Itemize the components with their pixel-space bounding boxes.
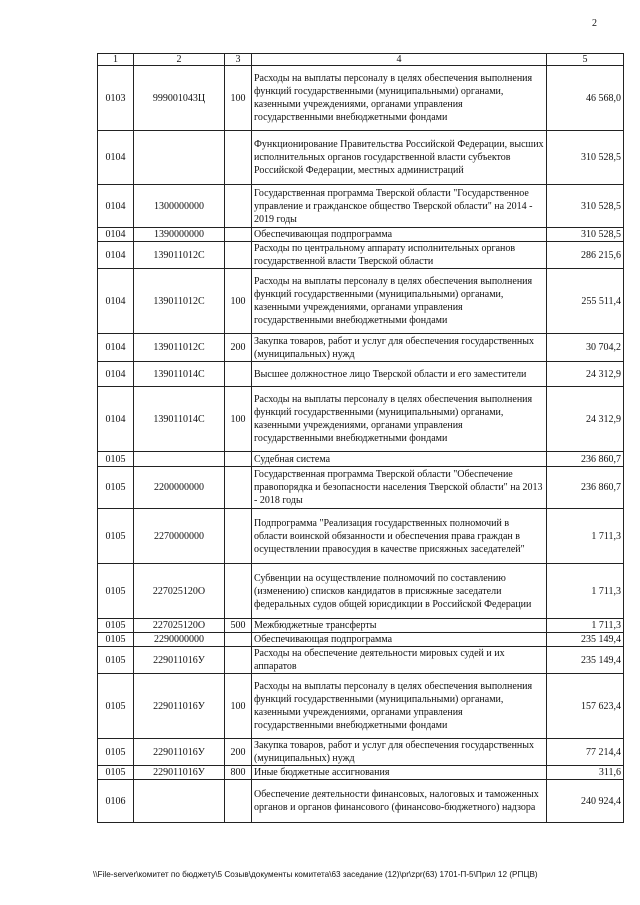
description-cell: Обеспечение деятельности финансовых, налоговых и таможенных органов и органов финансового (финансово-бюджетного) надзора xyxy=(252,780,547,823)
budget-table xyxy=(97,53,624,823)
target-article-cell: 2290000000 xyxy=(134,633,225,647)
expense-type-cell xyxy=(225,185,252,228)
table-row xyxy=(98,739,624,766)
description-cell: Государственная программа Тверской области "Обеспечение правопорядка и безопасности населения Тверской области" на 2013 - 2018 годы xyxy=(252,467,547,509)
header-col-1: 1 xyxy=(98,54,134,66)
amount-cell: 24 312,9 xyxy=(547,362,624,387)
expense-type-cell: 200 xyxy=(225,334,252,362)
amount-cell: 310 528,5 xyxy=(547,228,624,242)
description-cell: Межбюджетные трансферты xyxy=(252,619,547,633)
target-article-cell: 227025120О xyxy=(134,564,225,619)
table-row xyxy=(98,66,624,131)
section-code-cell: 0105 xyxy=(98,619,134,633)
expense-type-cell: 800 xyxy=(225,766,252,780)
expense-type-cell xyxy=(225,509,252,564)
description-cell: Субвенции на осуществление полномочий по составлению (изменению) списков кандидатов в присяжные заседатели федеральных судов общей юрисдикции в Российской Федерации xyxy=(252,564,547,619)
target-article-cell: 1390000000 xyxy=(134,228,225,242)
amount-cell: 236 860,7 xyxy=(547,467,624,509)
section-code-cell: 0104 xyxy=(98,228,134,242)
expense-type-cell xyxy=(225,362,252,387)
expense-type-cell xyxy=(225,467,252,509)
section-code-cell: 0105 xyxy=(98,564,134,619)
target-article-cell xyxy=(134,452,225,467)
expense-type-cell xyxy=(225,242,252,269)
expense-type-cell: 100 xyxy=(225,674,252,739)
description-cell: Судебная система xyxy=(252,452,547,467)
table-row xyxy=(98,633,624,647)
expense-type-cell xyxy=(225,131,252,185)
header-col-2: 2 xyxy=(134,54,225,66)
description-cell: Расходы на обеспечение деятельности мировых судей и их аппаратов xyxy=(252,647,547,674)
table-row xyxy=(98,619,624,633)
table-row xyxy=(98,387,624,452)
target-article-cell xyxy=(134,780,225,823)
amount-cell: 286 215,6 xyxy=(547,242,624,269)
target-article-cell: 229011016У xyxy=(134,739,225,766)
description-cell: Обеспечивающая подпрограмма xyxy=(252,228,547,242)
amount-cell: 235 149,4 xyxy=(547,633,624,647)
section-code-cell: 0105 xyxy=(98,467,134,509)
amount-cell: 235 149,4 xyxy=(547,647,624,674)
header-col-3: 3 xyxy=(225,54,252,66)
amount-cell: 236 860,7 xyxy=(547,452,624,467)
section-code-cell: 0105 xyxy=(98,633,134,647)
amount-cell: 30 704,2 xyxy=(547,334,624,362)
description-cell: Расходы по центральному аппарату исполнительных органов государственной власти Тверской области xyxy=(252,242,547,269)
expense-type-cell xyxy=(225,647,252,674)
description-cell: Обеспечивающая подпрограмма xyxy=(252,633,547,647)
description-cell: Расходы на выплаты персоналу в целях обеспечения выполнения функций государственными (муниципальными) органами, казенными учреждениями, органами управления государственными внебюджетными фондами xyxy=(252,674,547,739)
description-cell: Закупка товаров, работ и услуг для обеспечения государственных (муниципальных) нужд xyxy=(252,739,547,766)
table-row xyxy=(98,242,624,269)
expense-type-cell xyxy=(225,564,252,619)
target-article-cell: 139011012С xyxy=(134,242,225,269)
section-code-cell: 0106 xyxy=(98,780,134,823)
amount-cell: 157 623,4 xyxy=(547,674,624,739)
target-article-cell: 1300000000 xyxy=(134,185,225,228)
expense-type-cell: 500 xyxy=(225,619,252,633)
target-article-cell: 139011012С xyxy=(134,334,225,362)
section-code-cell: 0105 xyxy=(98,766,134,780)
table-row xyxy=(98,185,624,228)
section-code-cell: 0104 xyxy=(98,387,134,452)
section-code-cell: 0105 xyxy=(98,509,134,564)
section-code-cell: 0104 xyxy=(98,185,134,228)
expense-type-cell xyxy=(225,228,252,242)
table-row xyxy=(98,334,624,362)
table-row xyxy=(98,362,624,387)
section-code-cell: 0104 xyxy=(98,131,134,185)
expense-type-cell: 100 xyxy=(225,66,252,131)
expense-type-cell xyxy=(225,452,252,467)
description-cell: Закупка товаров, работ и услуг для обеспечения государственных (муниципальных) нужд xyxy=(252,334,547,362)
target-article-cell: 229011016У xyxy=(134,674,225,739)
expense-type-cell: 200 xyxy=(225,739,252,766)
amount-cell: 1 711,3 xyxy=(547,509,624,564)
description-cell: Расходы на выплаты персоналу в целях обеспечения выполнения функций государственными (муниципальными) органами, казенными учреждениями, органами управления государственными внебюджетными фондами xyxy=(252,269,547,334)
amount-cell: 46 568,0 xyxy=(547,66,624,131)
table-row xyxy=(98,766,624,780)
expense-type-cell: 100 xyxy=(225,387,252,452)
section-code-cell: 0105 xyxy=(98,452,134,467)
table-header-row xyxy=(98,54,624,66)
description-cell: Государственная программа Тверской области "Государственное управление и гражданское общество Тверской области" на 2014 - 2019 годы xyxy=(252,185,547,228)
target-article-cell: 139011012С xyxy=(134,269,225,334)
target-article-cell: 139011014С xyxy=(134,387,225,452)
table-row xyxy=(98,131,624,185)
table-row xyxy=(98,509,624,564)
description-cell: Высшее должностное лицо Тверской области и его заместители xyxy=(252,362,547,387)
table-row xyxy=(98,780,624,823)
amount-cell: 77 214,4 xyxy=(547,739,624,766)
table-row xyxy=(98,674,624,739)
table-row xyxy=(98,564,624,619)
section-code-cell: 0105 xyxy=(98,739,134,766)
expense-type-cell: 100 xyxy=(225,269,252,334)
section-code-cell: 0105 xyxy=(98,674,134,739)
description-cell: Расходы на выплаты персоналу в целях обеспечения выполнения функций государственными (муниципальными) органами, казенными учреждениями, органами управления государственными внебюджетными фондами xyxy=(252,387,547,452)
table-row xyxy=(98,647,624,674)
table-row xyxy=(98,467,624,509)
header-col-5: 5 xyxy=(547,54,624,66)
amount-cell: 1 711,3 xyxy=(547,564,624,619)
amount-cell: 311,6 xyxy=(547,766,624,780)
target-article-cell: 229011016У xyxy=(134,647,225,674)
target-article-cell: 2200000000 xyxy=(134,467,225,509)
target-article-cell: 2270000000 xyxy=(134,509,225,564)
section-code-cell: 0104 xyxy=(98,334,134,362)
description-cell: Расходы на выплаты персоналу в целях обеспечения выполнения функций государственными (муниципальными) органами, казенными учреждениями, органами управления государственными внебюджетными фондами xyxy=(252,66,547,131)
section-code-cell: 0105 xyxy=(98,647,134,674)
description-cell: Иные бюджетные ассигнования xyxy=(252,766,547,780)
target-article-cell: 999001043Ц xyxy=(134,66,225,131)
section-code-cell: 0104 xyxy=(98,362,134,387)
file-path-footer: \\File-server\комитет по бюджету\5 Созыв\документы комитета\63 заседание (12)\pr\zpr(63) 1701-П-5\Прил 12 (РПЦВ) xyxy=(93,870,538,879)
target-article-cell: 229011016У xyxy=(134,766,225,780)
section-code-cell: 0104 xyxy=(98,269,134,334)
amount-cell: 240 924,4 xyxy=(547,780,624,823)
amount-cell: 310 528,5 xyxy=(547,131,624,185)
expense-type-cell xyxy=(225,633,252,647)
table-row xyxy=(98,452,624,467)
description-cell: Подпрограмма "Реализация государственных полномочий в области воинской обязанности и обеспечения права граждан в осуществлении правосудия в качестве присяжных заседателей" xyxy=(252,509,547,564)
section-code-cell: 0104 xyxy=(98,242,134,269)
section-code-cell: 0103 xyxy=(98,66,134,131)
amount-cell: 310 528,5 xyxy=(547,185,624,228)
description-cell: Функционирование Правительства Российской Федерации, высших исполнительных органов государственной власти субъектов Российской Федерации, местных администраций xyxy=(252,131,547,185)
page-number: 2 xyxy=(592,18,597,29)
table-row xyxy=(98,228,624,242)
expense-type-cell xyxy=(225,780,252,823)
target-article-cell xyxy=(134,131,225,185)
header-col-4: 4 xyxy=(252,54,547,66)
amount-cell: 24 312,9 xyxy=(547,387,624,452)
table-row xyxy=(98,269,624,334)
amount-cell: 255 511,4 xyxy=(547,269,624,334)
target-article-cell: 227025120О xyxy=(134,619,225,633)
amount-cell: 1 711,3 xyxy=(547,619,624,633)
target-article-cell: 139011014С xyxy=(134,362,225,387)
